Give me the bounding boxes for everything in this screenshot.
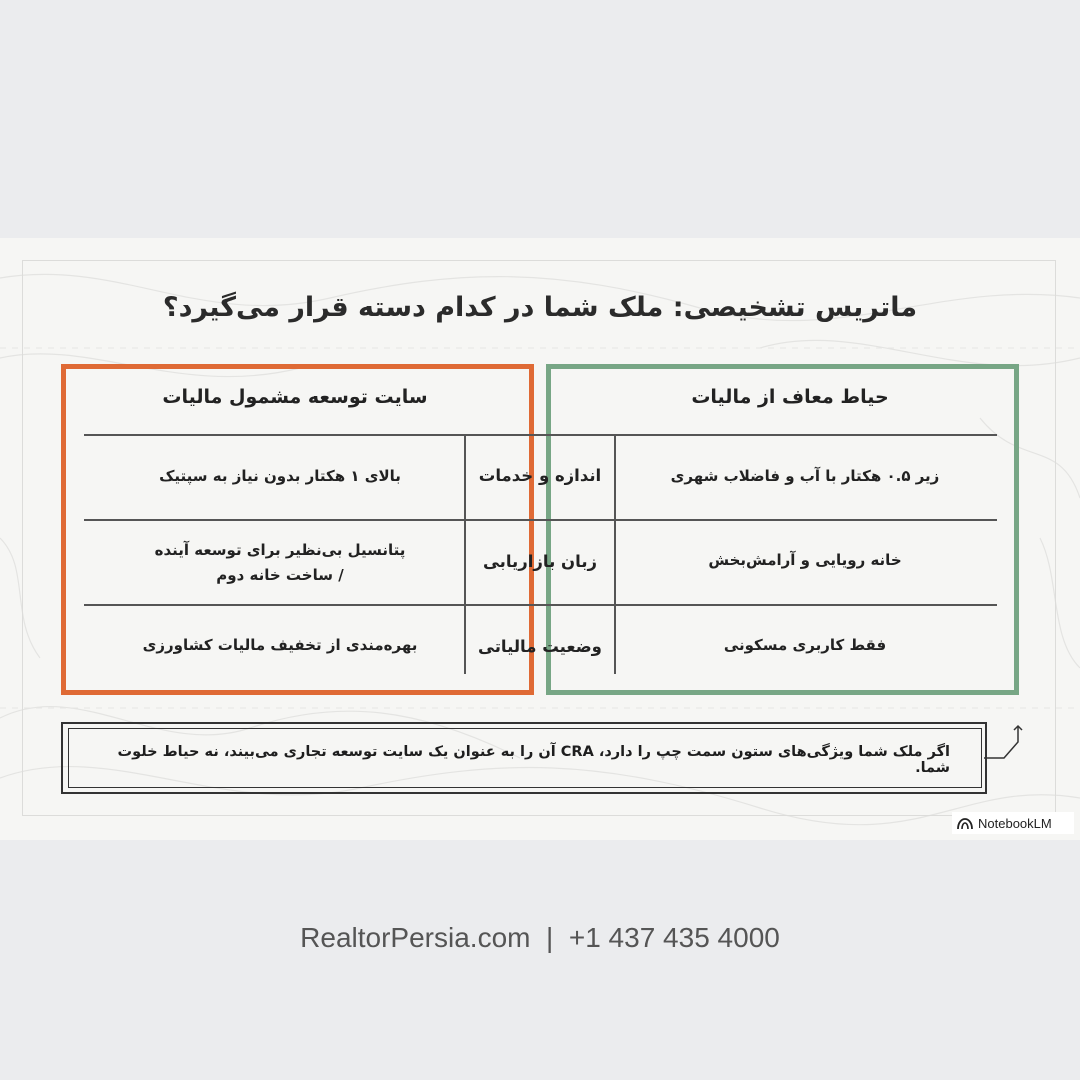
table-divider	[84, 604, 997, 606]
table-divider	[84, 519, 997, 521]
exempt-heading: حیاط معاف از مالیات	[691, 386, 889, 408]
taxable-cell-size: بالای ۱ هکتار بدون نیاز به سپتیک	[159, 467, 401, 485]
criteria-marketing: زبان بازاریابی	[482, 552, 598, 571]
notebooklm-watermark	[952, 812, 1074, 834]
exempt-cell-marketing: خانه رویایی و آرامش‌بخش	[708, 551, 902, 569]
taxable-cell-marketing-line2: / ساخت خانه دوم	[216, 565, 344, 584]
exempt-cell-size: زیر ۰.۵ هکتار با آب و فاضلاب شهری	[670, 467, 940, 485]
watermark-text: NotebookLM	[978, 815, 1052, 831]
taxable-cell-tax: بهره‌مندی از تخفیف مالیات کشاورزی	[142, 636, 418, 654]
taxable-heading: سایت توسعه مشمول مالیات	[162, 386, 428, 408]
criteria-size-services: اندازه و خدمات	[478, 466, 602, 485]
table-column-divider	[464, 434, 466, 674]
note-text: اگر ملک شما ویژگی‌های ستون سمت چپ را دارد، CRA آن را به عنوان یک سایت توسعه تجاری می‌بیند، نه حیاط خلوت شما.	[117, 744, 950, 776]
criteria-tax-status: وضعیت مالیاتی	[478, 637, 602, 656]
notebooklm-logo-icon	[956, 816, 974, 830]
exempt-cell-tax: فقط کاربری مسکونی	[723, 636, 887, 654]
note-connector-arrow	[984, 722, 1024, 762]
table-divider	[84, 434, 997, 436]
slide-title: ماتریس تشخیصی: ملک شما در کدام دسته قرار می‌گیرد؟	[162, 292, 918, 323]
taxable-cell-marketing	[110, 538, 450, 588]
taxable-cell-marketing-line1: پتانسیل بی‌نظیر برای توسعه آینده	[154, 541, 406, 559]
footer-contact: RealtorPersia.com | +1 437 435 4000	[300, 922, 780, 953]
table-column-divider	[614, 434, 616, 674]
